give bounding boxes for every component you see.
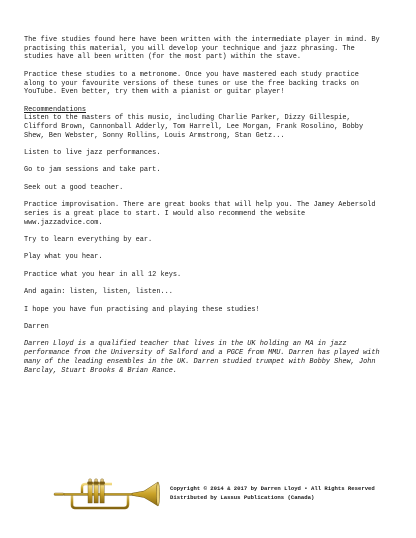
masters-paragraph [24, 114, 392, 140]
text-line: studies have all been written (for the most part) within the stave. [24, 53, 302, 62]
document-body [24, 36, 392, 375]
listen-paragraph: And again: listen, listen, listen... [24, 288, 173, 297]
text-line: Practice these studies to a metronome. Once you have mastered each study practice [24, 70, 359, 79]
text-line: practising this material, you will develop your technique and jazz phrasing. The [24, 44, 355, 53]
text-line: along to your favourite versions of these tunes or use the free backing tracks on [24, 79, 359, 88]
intro-paragraph-2 [24, 71, 392, 97]
text-line: performance from the University of Salford and a PGCE from MMU. Darren has played with [24, 349, 380, 358]
text-line: Practice improvisation. There are great books that will help you. The Jamey Aebersold [24, 201, 376, 210]
signoff: Darren [24, 323, 49, 332]
text-line: Shew, Ben Webster, Sonny Rollins, Louis Armstrong, Stan Getz... [24, 131, 285, 140]
play-paragraph: Play what you hear. [24, 253, 103, 262]
fun-paragraph: I hope you have fun practising and playing these studies! [24, 305, 260, 314]
text-line: www.jazzadvice.com. [24, 218, 103, 227]
trumpet-icon [52, 478, 160, 512]
text-line: many of the leading ensembles in the UK. Darren studied trumpet with Bobby Shew, John [24, 357, 376, 366]
ear-paragraph: Try to learn everything by ear. [24, 236, 153, 245]
teacher-paragraph: Seek out a good teacher. [24, 183, 124, 192]
live-jazz-paragraph: Listen to live jazz performances. [24, 149, 161, 158]
text-line: The five studies found here have been written with the intermediate player in mind. By [24, 36, 380, 44]
text-line: Barclay, Stuart Brooks & Brian Rance. [24, 366, 177, 375]
text-line: Darren Lloyd is a qualified teacher that lives in the UK holding an MA in jazz [24, 340, 347, 349]
text-line: Clifford Brown, Cannonball Adderly, Tom Harrell, Lee Morgan, Frank Rosolino, Bobby [24, 123, 364, 131]
text-line: series is a great place to start. I would also recommend the website [24, 209, 306, 218]
jam-sessions-paragraph: Go to jam sessions and take part. [24, 166, 161, 175]
intro-paragraph-1 [24, 36, 392, 62]
keys-paragraph: Practice what you hear in all 12 keys. [24, 270, 182, 279]
improvisation-paragraph [24, 201, 392, 227]
copyright-block [170, 484, 375, 502]
author-bio [24, 340, 392, 375]
copyright-text: Copyright © 2014 & 2017 by Darren Lloyd • All Rights Reserved [170, 485, 375, 492]
text-line: YouTube. Even better, try them with a pianist or guitar player! [24, 88, 285, 97]
footer [0, 476, 416, 516]
recommendations-heading: Recommendations [24, 105, 87, 114]
distributor-text: Distributed by Lassus Publications (Canada) [170, 494, 315, 501]
text-line: Listen to the masters of this music, including Charlie Parker, Dizzy Gillespie, [24, 114, 351, 123]
